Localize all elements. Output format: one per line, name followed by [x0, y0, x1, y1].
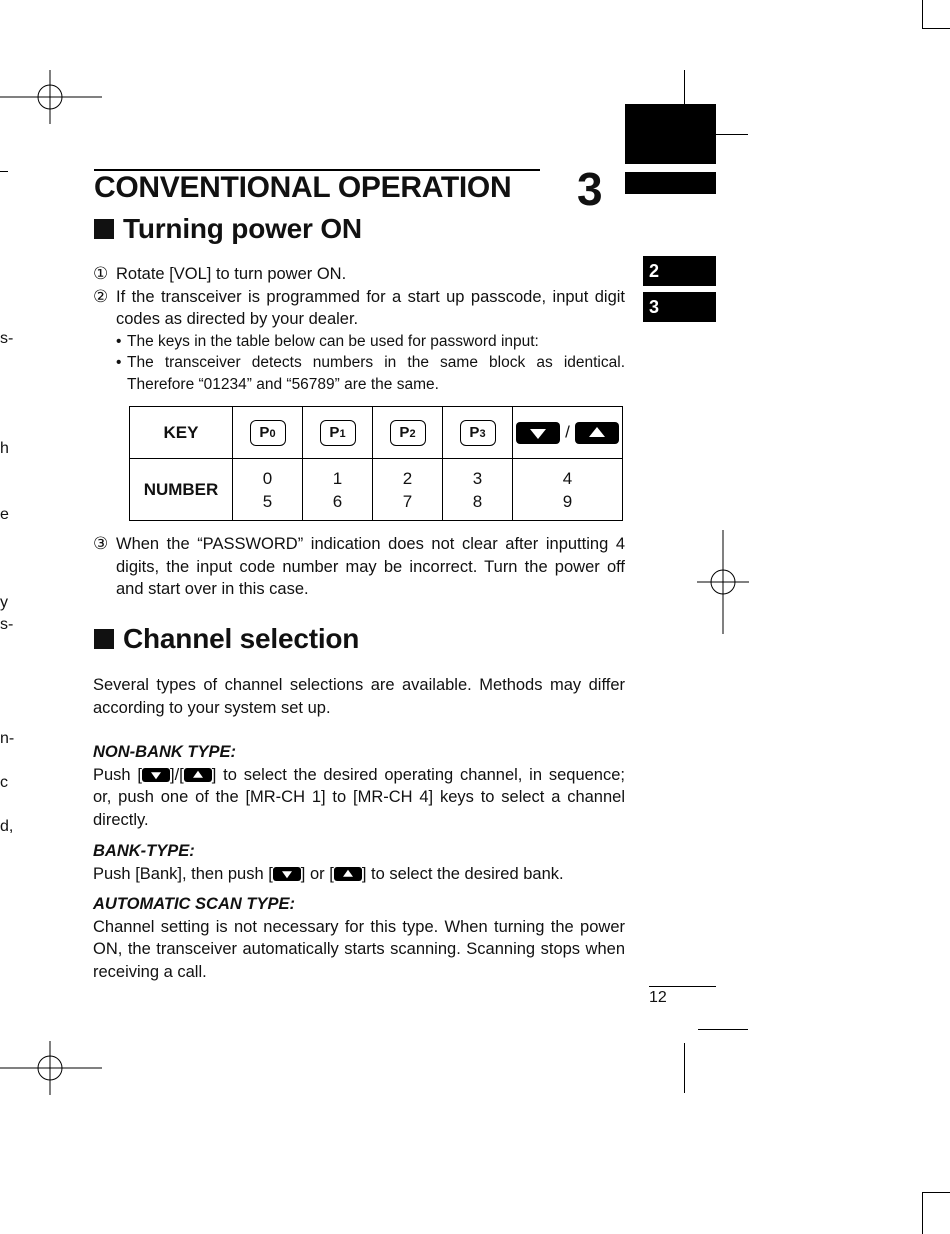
chapter-block	[625, 104, 716, 164]
edge-text: c	[0, 774, 8, 791]
auto-scan-heading: AUTOMATIC SCAN TYPE:	[93, 895, 295, 913]
step-number: ①	[93, 264, 109, 283]
section-heading-power	[94, 213, 362, 245]
step-1	[93, 263, 625, 286]
section-heading-channel	[94, 623, 359, 655]
key-p3	[443, 407, 513, 459]
number-cell: 0 5	[233, 459, 303, 521]
number-cell: 2 7	[373, 459, 443, 521]
side-tab-2: 2	[643, 256, 716, 286]
nonbank-section	[93, 741, 625, 831]
step-text: If the transceiver is programmed for a start up passcode, input digit codes as directed by your dealer.	[116, 287, 625, 328]
down-arrow-key-icon	[142, 768, 170, 782]
p0-key-icon: P0	[250, 420, 286, 446]
registration-mark-icon	[0, 1041, 102, 1095]
up-arrow-key-icon	[575, 422, 619, 444]
power-steps	[93, 263, 625, 395]
edge-text: y	[0, 594, 8, 611]
power-step-3	[93, 533, 625, 601]
section-heading-text: Turning power ON	[123, 213, 362, 244]
step-3	[93, 533, 625, 601]
up-arrow-key-icon	[334, 867, 362, 881]
page-number: 12	[649, 989, 667, 1006]
edge-text: n-	[0, 730, 15, 747]
square-bullet-icon	[94, 219, 114, 239]
bullet-list	[93, 331, 625, 396]
bank-text: Push [Bank], then push [ ] or [ ] to select the desired bank.	[93, 864, 564, 883]
step-text: Rotate [VOL] to turn power ON.	[116, 265, 347, 283]
square-bullet-icon	[94, 629, 114, 649]
down-arrow-key-icon	[273, 867, 301, 881]
step-number: ②	[93, 286, 109, 306]
bullet-item: • The transceiver detects numbers in the same block as identical. Therefore “01234” and “56789” are the same.	[116, 352, 625, 395]
p3-key-icon: P3	[460, 420, 496, 446]
number-cell: 3 8	[443, 459, 513, 521]
chapter-bar	[625, 172, 716, 194]
number-cell: 1 6	[303, 459, 373, 521]
table-header-number: NUMBER	[130, 459, 233, 521]
edge-text: d,	[0, 818, 14, 835]
bullet-text: The keys in the table below can be used for password input:	[127, 332, 539, 350]
auto-scan-text: Channel setting is not necessary for this type. When turning the power ON, the transceiver automatically starts scanning. Scanning stops when receiving a call.	[93, 917, 625, 981]
step-2	[93, 286, 625, 331]
bank-section	[93, 840, 625, 885]
bullet-item: • The keys in the table below can be used for password input:	[116, 331, 625, 353]
edge-text: s-	[0, 330, 14, 347]
up-arrow-key-icon	[184, 768, 212, 782]
registration-mark-icon	[697, 530, 749, 634]
down-arrow-key-icon	[516, 422, 560, 444]
step-number: ③	[93, 534, 109, 553]
edge-text: h	[0, 440, 9, 457]
key-p2	[373, 407, 443, 459]
key-arrows	[513, 407, 623, 459]
auto-scan-section	[93, 893, 625, 983]
key-p0	[233, 407, 303, 459]
key-p1	[303, 407, 373, 459]
section-heading-text: Channel selection	[123, 623, 360, 654]
p2-key-icon: P2	[390, 420, 426, 446]
nonbank-heading: NON-BANK TYPE:	[93, 743, 236, 761]
chapter-title: CONVENTIONAL OPERATION	[94, 171, 512, 204]
table-header-key: KEY	[130, 407, 233, 459]
channel-intro: Several types of channel selections are available. Methods may differ according to your system set up.	[93, 676, 625, 717]
edge-text: s-	[0, 616, 14, 633]
p1-key-icon: P1	[320, 420, 356, 446]
side-tab-3: 3	[643, 292, 716, 322]
password-key-table	[129, 406, 623, 521]
bullet-text: The transceiver detects numbers in the same block as identical. Therefore “01234” and “56789” are the same.	[127, 354, 625, 393]
chapter-number: 3	[577, 163, 603, 215]
bank-heading: BANK-TYPE:	[93, 842, 195, 860]
registration-mark-icon	[0, 70, 102, 124]
edge-text: e	[0, 506, 9, 523]
number-cell: 4 9	[513, 459, 623, 521]
arrow-separator: /	[565, 421, 570, 441]
page-number-rule	[649, 986, 716, 987]
step-text: When the “PASSWORD” indication does not clear after inputting 4 digits, the input code number may be incorrect. Turn the power off and start over in this case.	[116, 535, 625, 598]
nonbank-text: Push [ ]/[ ] to select the desired operating channel, in sequence; or, push one of the [MR-CH 1] to [MR-CH 4] keys to select a channel directly.	[93, 765, 625, 829]
